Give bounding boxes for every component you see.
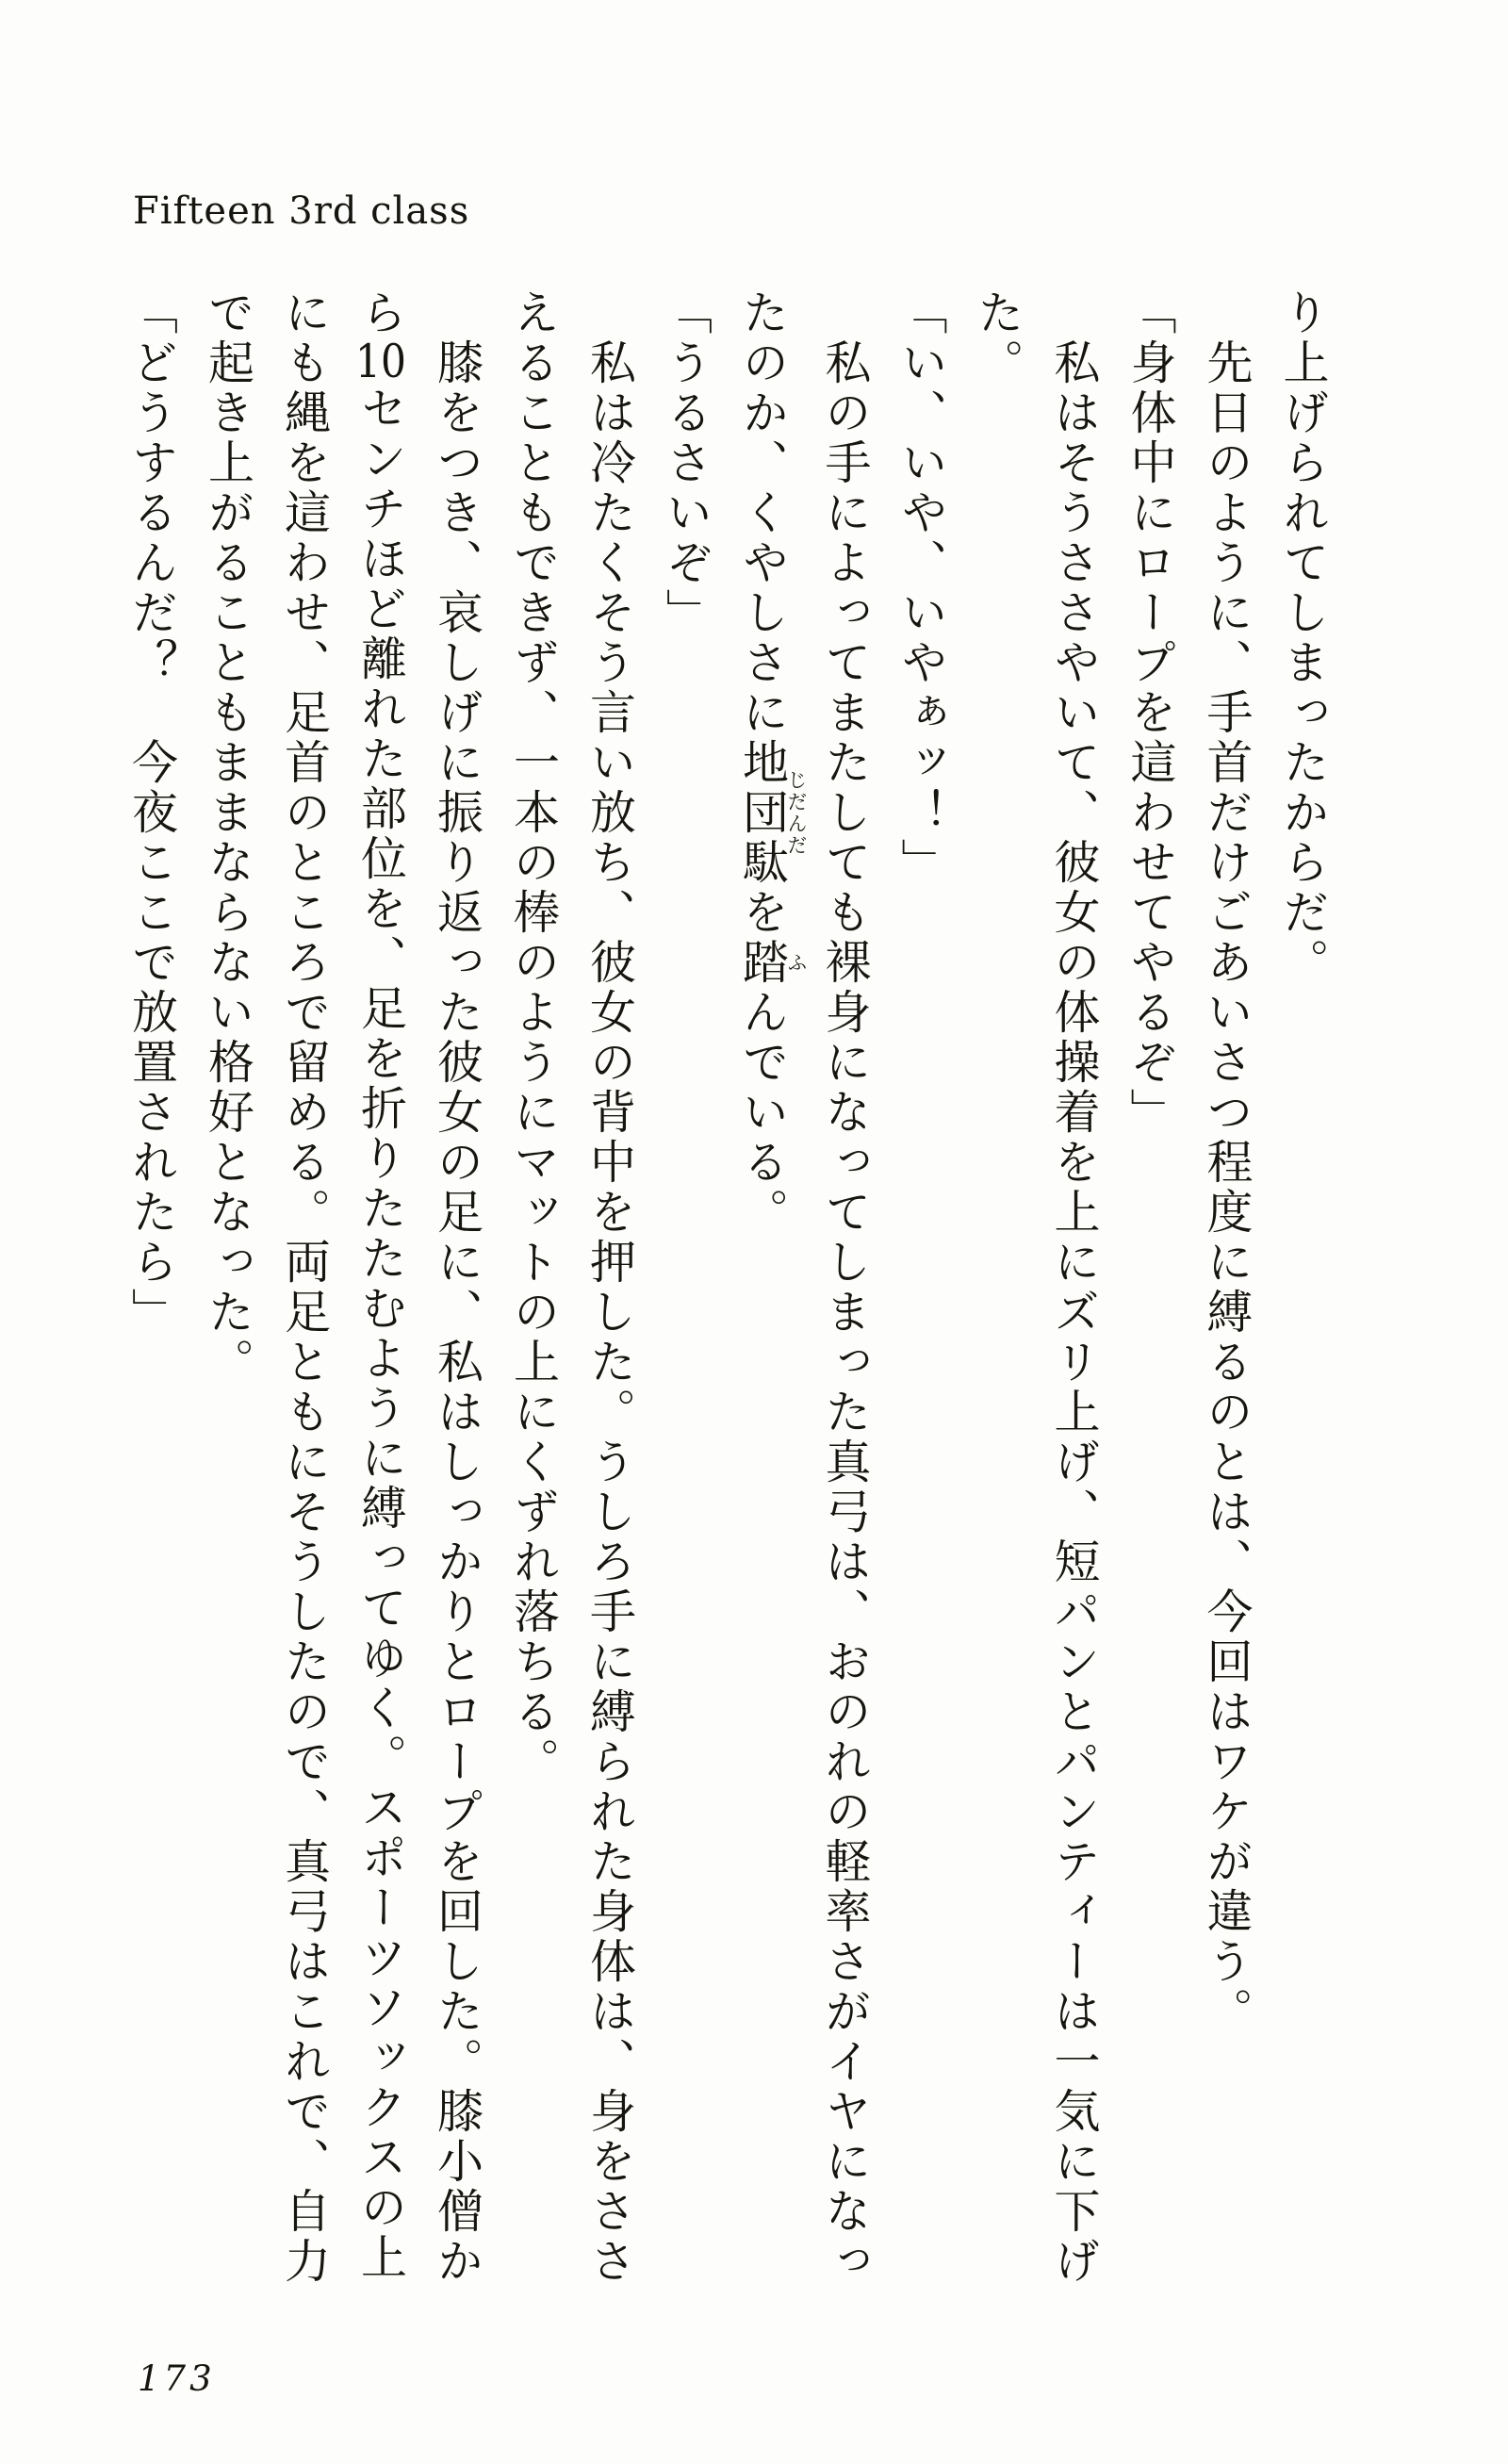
- main-text-block: [120, 288, 1341, 2294]
- text-column-9: 「うるさいぞ」: [659, 288, 713, 638]
- text-column-5: た。: [971, 288, 1024, 388]
- col8-base2: 踏: [735, 938, 790, 988]
- text-column-14: にも縄を這わせ、足首のところで留める。両足ともにそうしたので、真弓はこれで、自力: [277, 288, 332, 2287]
- text-column-8: [725, 288, 808, 2294]
- text-column-4: 私はそうささやいて、彼女の体操着を上にズリ上げ、短パンとパンティーは一気に下げ: [1047, 288, 1101, 2287]
- tatechuyoko-10: 10: [355, 338, 406, 385]
- col13-seg1: ら: [353, 288, 408, 338]
- col8-seg2: を: [735, 888, 790, 938]
- col13-seg2: センチほど離れた部位を、足を折りたたむように縛ってゆく。スポーツソックスの上: [353, 385, 408, 2283]
- col8-furigana1: じだんだ: [785, 738, 808, 888]
- page-number: 173: [138, 2358, 216, 2399]
- text-column-13: [343, 288, 419, 2294]
- col8-furigana2: ふ: [785, 938, 808, 988]
- text-column-6: 「い、いや、いやぁッ！」: [894, 288, 948, 888]
- text-column-1: り上げられてしまったからだ。: [1276, 288, 1330, 988]
- text-column-12: 膝をつき、哀しげに振り返った彼女の足に、私はしっかりとロープを回した。膝小僧か: [430, 288, 484, 2287]
- text-column-16: 「どうするんだ？ 今夜ここで放置されたら」: [124, 288, 179, 1338]
- text-column-3: 「身体中にロープを這わせてやるぞ」: [1123, 288, 1177, 1138]
- running-header: Fifteen 3rd class: [133, 189, 470, 233]
- col8-seg1: たのか、くやしさに: [735, 288, 790, 738]
- text-column-10: 私は冷たくそう言い放ち、彼女の背中を押した。うしろ手に縛られた身体は、身をささ: [582, 288, 637, 2287]
- ruby-jidanda: [735, 738, 808, 888]
- ruby-fu: [735, 938, 808, 988]
- text-column-2: 先日のように、手首だけごあいさつ程度に縛るのとは、今回はワケが違う。: [1200, 288, 1254, 2037]
- col8-seg3: んでいる。: [735, 988, 790, 1238]
- text-column-7: 私の手によってまたしても裸身になってしまった真弓は、おのれの軽率さがイヤになっ: [818, 288, 872, 2287]
- text-column-11: えることもできず、一本の棒のようにマットの上にくずれ落ちる。: [506, 288, 561, 1787]
- col8-base1: 地団駄: [735, 738, 790, 888]
- text-column-15: で起き上がることもままならない格好となった。: [201, 288, 255, 1388]
